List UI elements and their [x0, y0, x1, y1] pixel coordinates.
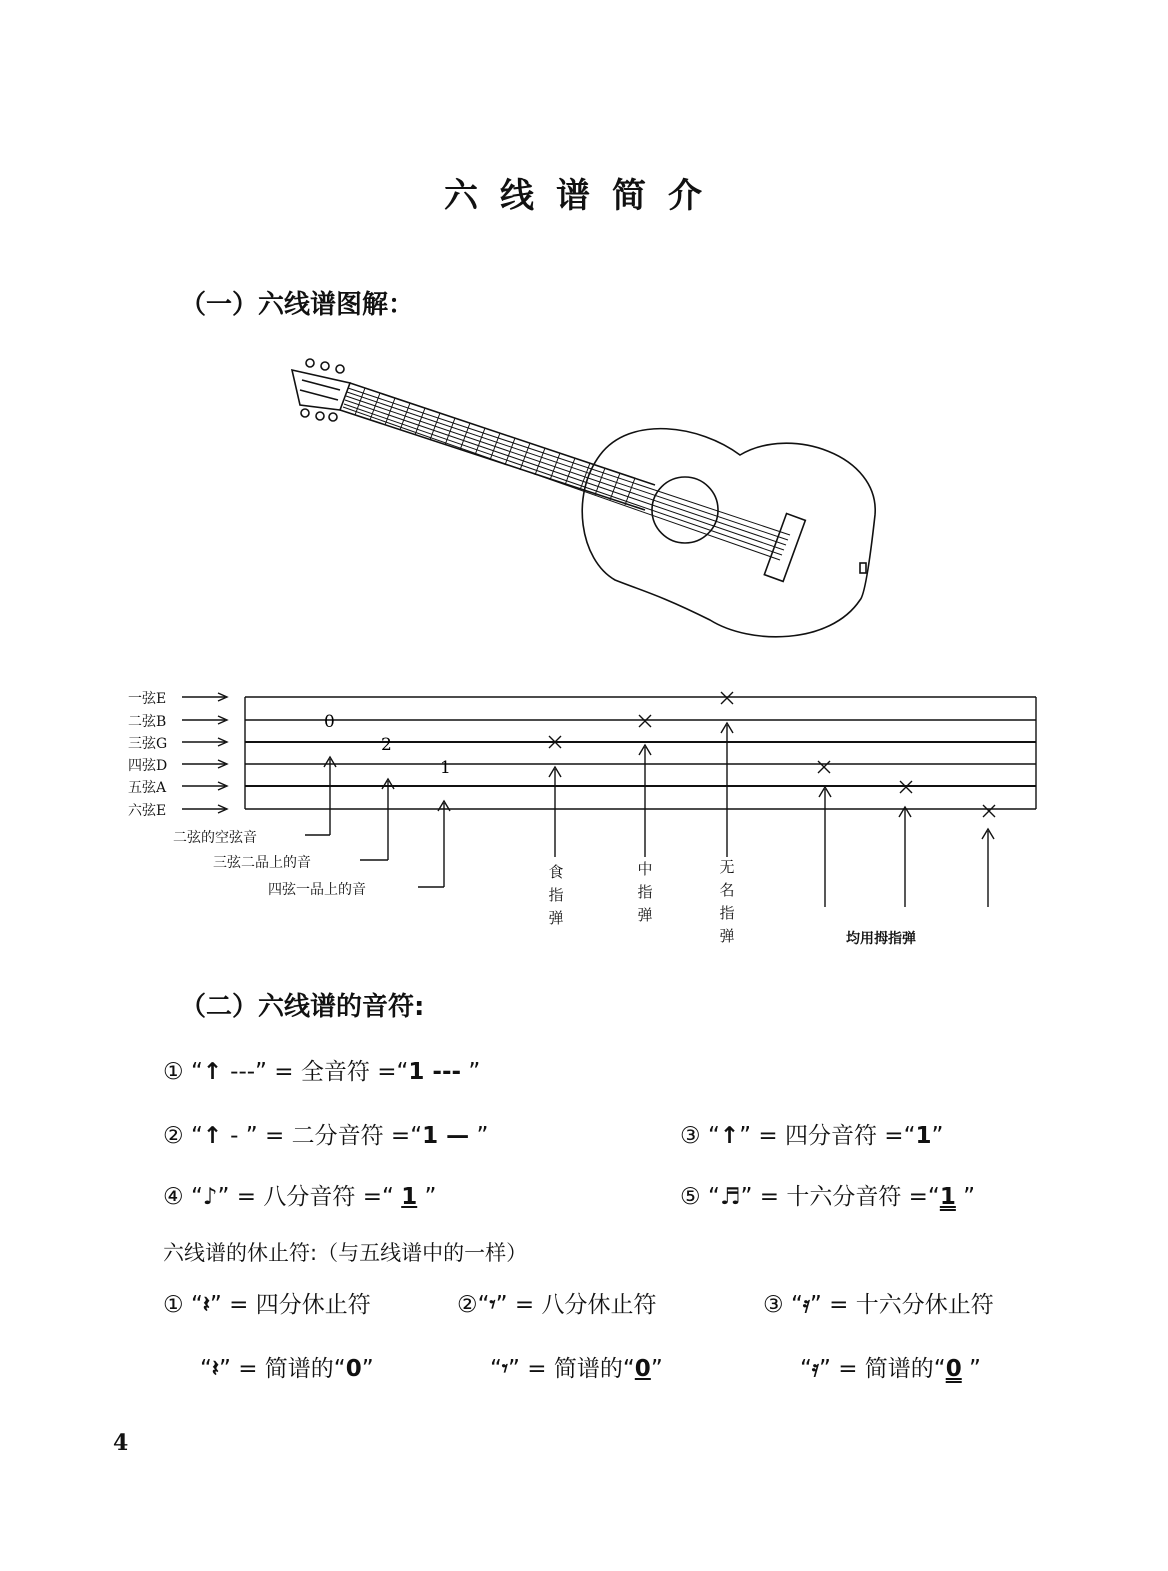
label-ring-finger: 无名指弹 — [719, 858, 735, 945]
sixteenth-rest-icon: 𝄿 — [802, 1292, 810, 1318]
quarter-rest-icon: 𝄽 — [211, 1356, 219, 1382]
string-label-6: 六弦E — [128, 803, 167, 819]
section2-heading: （二）六线谱的音符: — [180, 992, 425, 1022]
callout-3rd-string-2nd-fret: 三弦二品上的音 — [213, 855, 311, 871]
callout-open-string: 二弦的空弦音 — [173, 830, 257, 846]
sixteenth-rest-icon: 𝄿 — [811, 1356, 819, 1382]
rest-jianpu-sixteenth: “𝄿” = 简谱的“0 ” — [800, 1356, 981, 1382]
quarter-rest-icon: 𝄽 — [202, 1292, 210, 1318]
string-label-2: 二弦B — [128, 714, 167, 730]
string-label-4: 四弦D — [128, 758, 168, 774]
note-row-half: ② “↑ - ” = 二分音符 =“1 — ” — [163, 1123, 489, 1149]
callout-4th-string-1st-fret: 四弦一品上的音 — [268, 882, 366, 898]
tab-note-icon: ↑ — [719, 1123, 740, 1149]
eighth-rest-icon: 𝄾 — [489, 1292, 496, 1318]
label-middle-finger: 中指弹 — [637, 860, 653, 924]
rest-jianpu-eighth: “𝄾” = 简谱的“0” — [490, 1356, 663, 1382]
tab-note-icon: ↑ — [202, 1123, 231, 1149]
tab-number-1: 1 — [440, 758, 451, 778]
tab-eighth-icon: ♪ — [202, 1184, 218, 1210]
tab-note-icon: ↑ — [202, 1059, 231, 1085]
tab-number-2: 2 — [381, 735, 392, 755]
rest-row-sixteenth: ③ “𝄿” = 十六分休止符 — [763, 1292, 994, 1318]
rest-row-quarter: ① “𝄽” = 四分休止符 — [163, 1292, 371, 1318]
note-row-quarter: ③ “↑” = 四分音符 =“1” — [680, 1123, 944, 1149]
eighth-rest-icon: 𝄾 — [501, 1356, 509, 1382]
label-thumb: 均用拇指弹 — [846, 931, 916, 947]
tab-number-0: 0 — [324, 712, 335, 732]
rest-row-eighth: ②“𝄾” = 八分休止符 — [457, 1292, 657, 1318]
note-row-whole: ① “↑ ---” = 全音符 =“1 --- ” — [163, 1059, 481, 1085]
note-row-sixteenth: ⑤ “♬” = 十六分音符 =“1 ” — [680, 1184, 976, 1210]
guitar-illustration — [270, 345, 910, 645]
tab-sixteenth-icon: ♬ — [719, 1184, 741, 1210]
page-number: 4 — [113, 1430, 129, 1456]
string-label-3: 三弦G — [128, 736, 168, 752]
page-title: 六线谱简介 — [444, 176, 724, 216]
label-index-finger: 食指弹 — [548, 863, 564, 927]
rest-jianpu-quarter: “𝄽” = 简谱的“0” — [200, 1356, 374, 1382]
section1-heading: （一）六线谱图解： — [180, 290, 415, 320]
rest-heading: 六线谱的休止符:（与五线谱中的一样） — [163, 1241, 528, 1265]
string-label-1: 一弦E — [128, 691, 167, 707]
string-label-5: 五弦A — [128, 780, 167, 796]
note-row-eighth: ④ “♪” = 八分音符 =“ 1 ” — [163, 1184, 437, 1210]
